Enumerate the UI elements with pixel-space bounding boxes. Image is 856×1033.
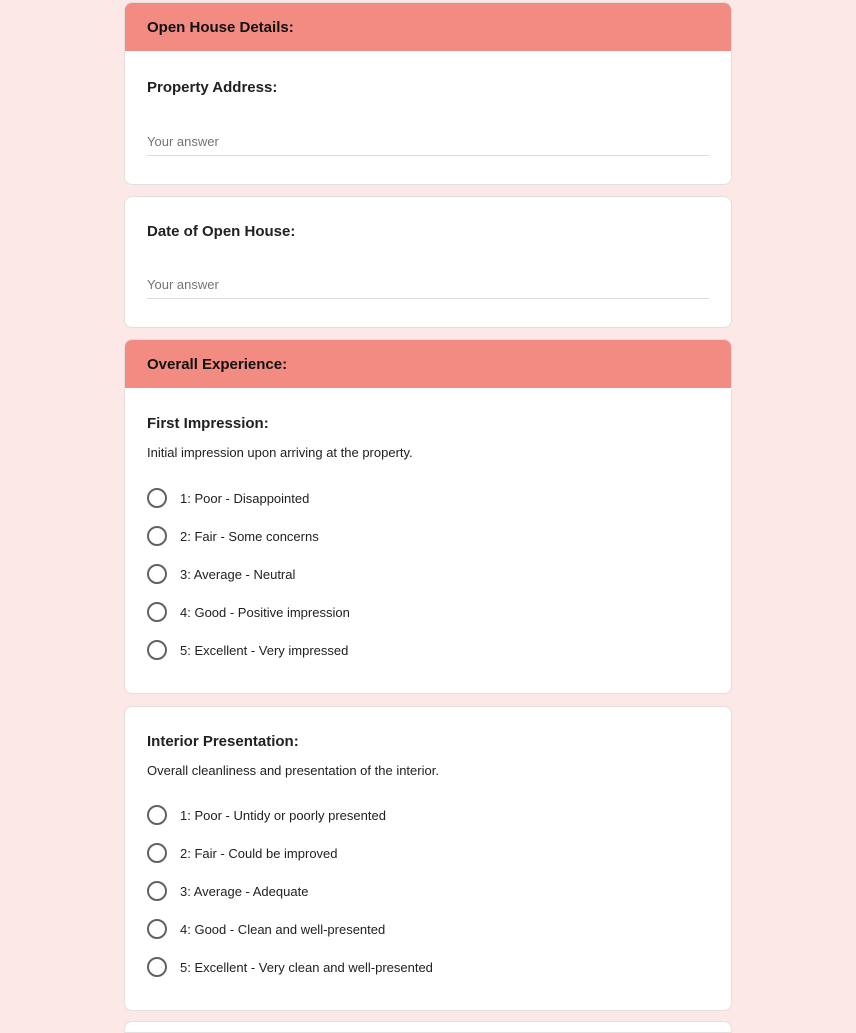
option-label: 2: Fair - Could be improved xyxy=(180,845,338,861)
option-label: 5: Excellent - Very clean and well-presented xyxy=(180,959,433,975)
option-label: 3: Average - Neutral xyxy=(180,566,296,582)
section-header-open-house xyxy=(125,3,731,51)
radio-circle-icon[interactable] xyxy=(147,488,167,508)
option-label: 4: Good - Positive impression xyxy=(180,604,350,620)
radio-circle-icon[interactable] xyxy=(147,919,167,939)
option-label: 5: Excellent - Very impressed xyxy=(180,642,349,658)
section-title: Overall Experience: xyxy=(147,355,288,373)
radio-option[interactable] xyxy=(147,564,295,584)
option-label: 4: Good - Clean and well-presented xyxy=(180,921,386,937)
option-label: 1: Poor - Untidy or poorly presented xyxy=(180,807,386,823)
next-card-edge xyxy=(124,1021,732,1033)
question-title-date: Date of Open House: xyxy=(147,223,296,240)
question-description-interior-presentation: Overall cleanliness and presentation of the interior. xyxy=(147,763,439,778)
option-label: 1: Poor - Disappointed xyxy=(180,490,310,506)
radio-circle-icon[interactable] xyxy=(147,526,167,546)
radio-circle-icon[interactable] xyxy=(147,805,167,825)
property-address-input[interactable]: Your answer xyxy=(147,134,709,156)
radio-option[interactable] xyxy=(147,843,338,863)
radio-option[interactable] xyxy=(147,881,308,901)
section-header-overall-experience xyxy=(125,340,731,388)
question-description-first-impression: Initial impression upon arriving at the property. xyxy=(147,445,413,460)
radio-circle-icon[interactable] xyxy=(147,640,167,660)
radio-circle-icon[interactable] xyxy=(147,564,167,584)
question-title-first-impression: First Impression: xyxy=(147,415,269,432)
section-title: Open House Details: xyxy=(147,18,294,36)
option-label: 3: Average - Adequate xyxy=(180,883,309,899)
radio-circle-icon[interactable] xyxy=(147,957,167,977)
radio-option[interactable] xyxy=(147,957,433,977)
radio-option[interactable] xyxy=(147,805,386,825)
question-title-property-address: Property Address: xyxy=(147,79,278,96)
radio-circle-icon[interactable] xyxy=(147,602,167,622)
radio-circle-icon[interactable] xyxy=(147,881,167,901)
radio-option[interactable] xyxy=(147,919,385,939)
first-impression-card xyxy=(124,339,732,694)
date-of-open-house-input[interactable]: Your answer xyxy=(147,277,709,299)
radio-option[interactable] xyxy=(147,640,348,660)
option-label: 2: Fair - Some concerns xyxy=(180,528,319,544)
property-address-card xyxy=(124,2,732,185)
radio-option[interactable] xyxy=(147,602,350,622)
radio-circle-icon[interactable] xyxy=(147,843,167,863)
interior-presentation-card xyxy=(124,706,732,1011)
radio-option[interactable] xyxy=(147,526,319,546)
question-title-interior-presentation: Interior Presentation: xyxy=(147,733,299,750)
radio-option[interactable] xyxy=(147,488,309,508)
date-of-open-house-card xyxy=(124,196,732,328)
